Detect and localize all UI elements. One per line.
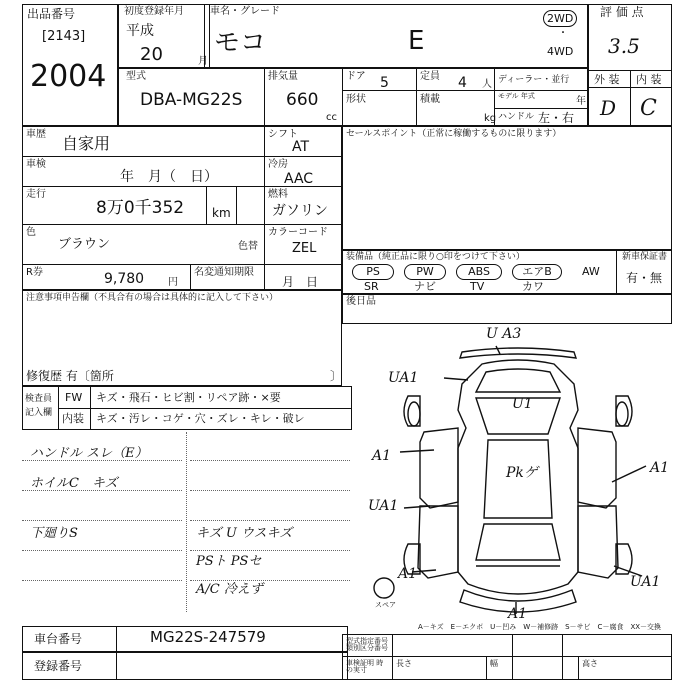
color-label: 色	[26, 227, 36, 238]
note-underbody: 下廻りS	[30, 526, 78, 541]
equip-ps: PS	[352, 264, 394, 280]
drive-4wd: 4WD	[547, 45, 574, 58]
length-label: 長さ	[396, 659, 412, 668]
shift: AT	[292, 139, 310, 155]
color-change-label: 色替	[238, 241, 258, 252]
note-scratch: キズ U ウスキズ	[196, 526, 293, 541]
person-unit: 人	[482, 79, 492, 90]
shape-label: 形状	[346, 94, 366, 105]
mark-hood: U1	[512, 396, 533, 412]
vehicle-cert-label: 車検証明 時の実寸	[346, 659, 384, 674]
lot-id: [2143]	[42, 29, 86, 44]
interior-items: キズ・汚レ・コゲ・穴・ズレ・キレ・破レ	[96, 412, 305, 425]
color-code: ZEL	[292, 241, 317, 256]
usage-label: 車歴	[26, 129, 46, 140]
era: 平成	[126, 23, 154, 39]
inspector-label-1: 検査員	[25, 394, 53, 404]
height-label: 高さ	[582, 659, 598, 668]
load-label: 積載	[420, 94, 440, 105]
notes-label: 注意事項申告欄（不具合有の場合は具体的に記入して下さい）	[26, 293, 279, 303]
damage-legend: A－キズ E－エクボ U－凹み W－補修跡 S－サビ C－腐食 XX－交換	[418, 623, 662, 631]
ac: AAC	[284, 171, 314, 187]
fw-label: FW	[65, 391, 83, 404]
drive-sep: ・	[558, 28, 568, 39]
grade: E	[408, 26, 425, 56]
equip-aw: AW	[582, 265, 600, 278]
yen-unit: 円	[168, 277, 178, 288]
displacement-unit: cc	[326, 112, 337, 123]
capacity-label: 定員	[420, 71, 440, 82]
recycle-value: 9,780	[104, 271, 145, 287]
note-wheel: ホイルC キズ	[30, 476, 118, 491]
mark-front-left: UA1	[388, 370, 419, 386]
repair-close: 〕	[330, 369, 343, 383]
chassis-label: 車台番号	[34, 632, 83, 646]
reg-year-label: 初度登録年月	[124, 6, 184, 17]
repair-label: 修復歴 有〔箇所	[26, 369, 114, 383]
displacement-label: 排気量	[268, 71, 298, 82]
note-handle: ハンドル スレ（E）	[30, 446, 148, 461]
spare-label: スペア	[375, 601, 396, 609]
capacity: 4	[458, 75, 467, 91]
drive-2wd: 2WD	[543, 10, 577, 27]
usage: 自家用	[62, 134, 111, 153]
kg-unit: kg	[484, 113, 497, 124]
mark-front: U A3	[486, 326, 522, 342]
equip-pw: PW	[404, 264, 446, 280]
type-designation-label: 型式指定番号 類別区分番号	[346, 637, 388, 652]
equip-tv: TV	[470, 280, 485, 293]
inspection-label: 車検	[26, 159, 46, 170]
exterior-label: 外 装	[594, 73, 620, 86]
lot-label: 出品番号	[27, 7, 76, 21]
model-label: 型式	[126, 71, 146, 82]
interior-label: 内 装	[636, 73, 662, 86]
equipment-label: 装備品（純正品に限り○印をつけて下さい）	[346, 252, 525, 262]
displacement: 660	[286, 90, 319, 110]
exterior-grade: D	[600, 96, 617, 120]
color: ブラウン	[58, 237, 111, 252]
reg-year: 20	[140, 44, 163, 65]
mark-left-front: A1	[372, 448, 392, 464]
rear-items-box	[342, 294, 672, 324]
warranty-label: 新車保証書	[622, 252, 668, 262]
handle-value: 左・右	[538, 111, 575, 125]
interior-insp-label: 内装	[62, 412, 84, 425]
registration-label: 登録番号	[34, 659, 83, 673]
sales-point-box	[342, 126, 672, 250]
handle-label: ハンドル	[498, 112, 535, 122]
year-unit: 年	[576, 96, 586, 107]
model-year-label: モデル 年式	[498, 92, 535, 100]
mark-right-rear: UA1	[630, 574, 661, 590]
mileage: 8万0千352	[96, 198, 185, 218]
warranty-value: 有・無	[626, 271, 663, 285]
doors-label: ドア	[346, 71, 366, 82]
equip-leather: カワ	[522, 280, 544, 293]
equip-abs: ABS	[456, 264, 502, 280]
inspector-label-2: 記入欄	[25, 408, 53, 418]
sales-point-label: セールスポイント（正常に稼働するものに限ります）	[346, 129, 562, 139]
shift-label: シフト	[268, 129, 298, 140]
equip-airbag: エアB	[512, 264, 562, 280]
interior-grade: C	[640, 96, 657, 121]
fuel: ガソリン	[272, 203, 328, 219]
lot-number: 2004	[30, 59, 107, 94]
width-label: 幅	[490, 659, 498, 668]
doors: 5	[380, 75, 389, 91]
mark-left-lower: A1	[398, 566, 418, 582]
model: DBA-MG22S	[140, 90, 243, 110]
ac-label: 冷房	[268, 159, 288, 170]
month-unit: 月	[198, 56, 208, 67]
note-ac: A/C 冷えず	[196, 582, 263, 597]
mark-left-rear: UA1	[368, 498, 399, 514]
chassis-number: MG22S-247579	[150, 628, 266, 646]
color-code-label: カラーコード	[268, 227, 328, 238]
dealer-label: ディーラー・並行	[498, 75, 570, 85]
mark-roof: Pkゲ	[506, 465, 538, 481]
recycle-label: R券	[26, 267, 43, 278]
car-name: モコ	[214, 28, 267, 58]
mileage-label: 走行	[26, 189, 46, 200]
eval-label: 評 価 点	[600, 5, 644, 19]
inspection-value: 年 月（ 日）	[120, 169, 218, 185]
name-grade-label: 車名・グレード	[210, 6, 280, 17]
mark-rear: A1	[508, 606, 528, 622]
note-ps: PSト PSセ	[196, 554, 262, 569]
equip-navi: ナビ	[414, 280, 436, 293]
eval-score: 3.5	[608, 34, 640, 58]
fuel-label: 燃料	[268, 189, 288, 200]
mileage-unit: km	[212, 206, 231, 220]
name-change-label: 名変通知期限	[194, 267, 254, 278]
mark-right-side: A1	[650, 460, 670, 476]
fw-items: キズ・飛石・ヒビ割・リペア跡・×要	[96, 391, 281, 404]
rear-seat-label: 後日品	[346, 296, 376, 307]
equip-sr: SR	[364, 280, 379, 293]
name-change-value: 月 日	[282, 275, 319, 289]
